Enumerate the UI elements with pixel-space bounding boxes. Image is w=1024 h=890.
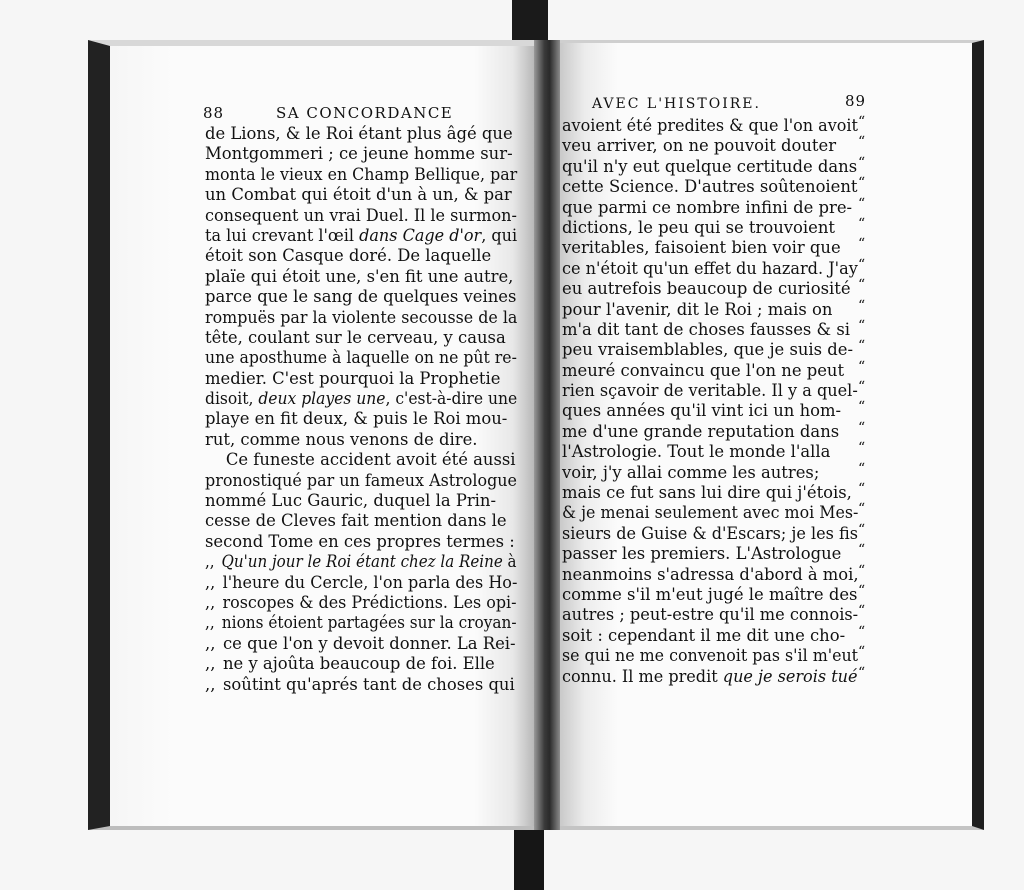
quotation-mark: “ (858, 542, 866, 559)
text-line (562, 116, 858, 136)
left-page-text (205, 124, 517, 695)
text-line (205, 491, 517, 511)
text-line (562, 340, 858, 360)
italic-text: dans Cage d'or (359, 225, 482, 245)
quotation-mark: ,, (205, 592, 216, 612)
quotation-mark: “ (858, 277, 866, 294)
text-line (562, 605, 859, 625)
text-line (562, 258, 858, 279)
text-line (205, 225, 518, 246)
text-line (205, 470, 517, 491)
line-text: rien sçavoir de veritable. Il y a quel- (562, 381, 858, 401)
line-text: tête, coulant sur le cerveau, y causa (205, 327, 506, 347)
line-text: pronostiqué par un fameux Astrologue (205, 470, 517, 490)
line-text: Montgommeri ; ce jeune homme sur- (205, 144, 513, 164)
line-text: ques années qu'il vint ici un hom- (562, 401, 842, 421)
text-line (562, 523, 858, 544)
line-text-after: , c'est-à-dire une (385, 389, 518, 409)
quotation-mark: “ (858, 562, 866, 579)
line-text: de Lions, & le Roi étant plus âgé que (205, 124, 513, 143)
line-text: l'heure du Cercle, l'on parla des Ho- (222, 572, 518, 592)
text-line (562, 279, 858, 299)
line-text: étoit son Casque doré. De laquelle (205, 246, 492, 266)
quotation-mark: “ (858, 664, 866, 681)
text-line (562, 198, 858, 218)
text-line (205, 328, 517, 348)
line-text: cette Science. D'autres soûtenoient (562, 177, 858, 197)
line-text: monta le vieux en Champ Bellique, par (205, 164, 518, 184)
text-line (205, 572, 518, 593)
line-text: medier. C'est pourquoi la Prophetie (205, 368, 501, 388)
text-line (562, 238, 858, 258)
text-line (562, 320, 858, 340)
italic-text: que je serois tué (722, 666, 858, 686)
quotation-mark: “ (858, 338, 866, 355)
text-line (205, 144, 517, 164)
quotation-mark: ,, (205, 633, 216, 653)
text-line (562, 401, 858, 421)
text-line (205, 613, 517, 633)
line-text: soit : cependant il me dit une cho- (562, 625, 846, 645)
quotation-mark: “ (858, 644, 866, 661)
line-text: rut, comme nous venons de dire. (205, 429, 478, 449)
line-text: peu vraisemblables, que je suis de- (562, 340, 854, 360)
quotation-mark: “ (858, 215, 866, 232)
text-line (205, 592, 517, 613)
line-text: eu autrefois beaucoup de curiosité (562, 279, 851, 299)
line-text: passer les premiers. L'Astrologue (562, 544, 842, 564)
quotation-mark: “ (858, 317, 866, 334)
line-text: qu'il n'y eut quelque certitude dans (562, 156, 858, 176)
text-line (205, 246, 517, 266)
text-line (562, 361, 858, 381)
text-line (205, 389, 518, 409)
line-text-after: à (502, 552, 517, 572)
quotation-mark: “ (858, 379, 866, 396)
quotation-mark: “ (858, 297, 866, 314)
binding-shadow-bottom (514, 828, 544, 890)
quotation-mark: “ (858, 460, 866, 477)
right-page-number: 89 (845, 92, 867, 110)
text-line (562, 300, 858, 320)
quotation-mark: ,, (205, 572, 216, 592)
text-line (562, 646, 859, 666)
line-text: soûtint qu'aprés tant de choses qui (223, 674, 515, 694)
text-line (205, 511, 517, 531)
text-line (205, 409, 517, 429)
line-text: neanmoins s'adressa d'abord à moi, (562, 564, 859, 584)
line-text: disoit, (205, 389, 259, 409)
line-text: une aposthume à laquelle on ne pût re- (205, 348, 517, 368)
quotation-mark: “ (858, 440, 866, 457)
line-text: comme s'il m'eut jugé le maître des (562, 584, 858, 604)
text-line (205, 450, 517, 470)
line-text: un Combat qui étoit d'un à un, & par (205, 185, 512, 205)
line-text: parce que le sang de quelques veines (205, 287, 517, 307)
line-text: me d'une grande reputation dans (562, 421, 840, 441)
italic-text: deux playes une (258, 389, 386, 409)
left-page-number: 88 (203, 104, 225, 122)
text-line (562, 503, 859, 523)
line-text: veritables, faisoient bien voir que (562, 238, 841, 258)
text-line (562, 157, 858, 177)
text-line (205, 675, 517, 695)
line-text: que parmi ce nombre infini de pre- (562, 197, 853, 217)
quotation-mark: “ (858, 358, 866, 375)
right-running-head: AVEC L'HISTOIRE. (592, 96, 761, 112)
line-text: second Tome en ces propres termes : (205, 531, 515, 551)
line-text: roscopes & des Prédictions. Les opi- (222, 592, 517, 612)
text-line (562, 177, 858, 197)
line-text: cesse de Cleves fait mention dans le (205, 511, 507, 531)
text-line (205, 654, 517, 674)
right-page-text (562, 116, 858, 687)
text-line (205, 430, 517, 450)
line-text: avoient été predites & que l'on avoit (562, 116, 858, 135)
line-text: m'a dit tant de choses fausses & si (562, 319, 851, 339)
quotation-mark: “ (858, 582, 866, 599)
text-line (562, 381, 858, 401)
quotation-mark: “ (858, 195, 866, 212)
line-text: mais ce fut sans lui dire qui j'étois, (562, 483, 852, 503)
text-line (205, 287, 517, 307)
line-text: voir, j'y allai comme les autres; (562, 462, 820, 482)
text-line (562, 626, 858, 646)
quotation-mark: “ (858, 419, 866, 436)
line-text: sieurs de Guise & d'Escars; je les fis (562, 523, 858, 543)
right-quote-marks-column (858, 112, 878, 683)
line-text: ta lui crevant l'œil (205, 225, 360, 245)
quotation-mark: ,, (205, 674, 216, 694)
line-text: nommé Luc Gauric, duquel la Prin- (205, 491, 497, 511)
line-text: & je menai seulement avec moi Mes- (562, 503, 859, 523)
text-line (205, 307, 518, 328)
text-line (562, 544, 858, 564)
line-text: connu. Il me predit (562, 666, 723, 686)
quotation-mark: “ (858, 623, 866, 640)
line-text-after: , qui (481, 225, 518, 245)
text-line (205, 552, 517, 572)
line-text: ce que l'on y devoit donner. La Rei- (223, 633, 516, 653)
text-line (562, 422, 858, 442)
text-line (562, 136, 858, 156)
quotation-mark: ,, (205, 654, 216, 674)
text-line (205, 205, 517, 226)
text-line (205, 267, 517, 287)
line-text: consequent un vrai Duel. Il le surmon- (205, 205, 517, 225)
text-line (205, 634, 517, 654)
left-running-head: SA CONCORDANCE (276, 104, 454, 122)
text-line (562, 463, 858, 483)
text-line (562, 565, 857, 585)
quotation-mark: “ (858, 521, 866, 538)
quotation-mark: “ (858, 154, 866, 171)
text-line (562, 666, 858, 687)
line-text: rompuës par la violente secousse de la (205, 307, 518, 327)
line-text: nions étoient partagées sur la croyan- (221, 613, 517, 633)
line-text: plaïe qui étoit une, s'en fit une autre, (205, 266, 514, 286)
text-line (562, 483, 858, 503)
text-line (205, 164, 518, 185)
line-text: l'Astrologie. Tout le monde l'alla (562, 442, 831, 462)
quotation-mark: ,, (205, 613, 215, 633)
quotation-mark: “ (858, 501, 866, 518)
text-line (205, 124, 517, 144)
quotation-mark: “ (858, 175, 866, 192)
line-text: ne y ajoûta beaucoup de foi. Elle (223, 654, 495, 674)
line-text: playe en fit deux, & puis le Roi mou- (205, 409, 508, 429)
text-line (205, 185, 517, 205)
quotation-mark: “ (858, 114, 866, 130)
line-text: meuré convaincu que l'on ne peut (562, 360, 845, 380)
book-spine (534, 40, 560, 830)
text-line (205, 532, 517, 552)
quotation-mark: “ (858, 603, 866, 620)
text-line (562, 442, 858, 462)
quotation-mark: “ (858, 256, 866, 273)
line-text: autres ; peut-estre qu'il me connois- (562, 605, 859, 625)
quotation-mark: “ (858, 481, 866, 498)
text-line (205, 348, 517, 368)
italic-text: Qu'un jour le Roi étant chez la Reine (221, 552, 503, 572)
line-text: dictions, le peu qui se trouvoient (562, 217, 835, 237)
quotation-mark: “ (858, 399, 866, 416)
quotation-mark: ,, (205, 552, 215, 572)
quotation-mark: “ (858, 134, 866, 151)
line-text: Ce funeste accident avoit été aussi (205, 450, 516, 470)
line-text: pour l'avenir, dit le Roi ; mais on (562, 299, 833, 319)
line-text: se qui ne me convenoit pas s'il m'eut (562, 646, 859, 666)
line-text: veu arriver, on ne pouvoit douter (562, 136, 837, 156)
line-text: ce n'étoit qu'un effet du hazard. J'ay (562, 258, 858, 278)
text-line (205, 369, 517, 389)
text-line (562, 585, 858, 605)
quotation-mark: “ (858, 236, 866, 253)
text-line (562, 218, 858, 238)
